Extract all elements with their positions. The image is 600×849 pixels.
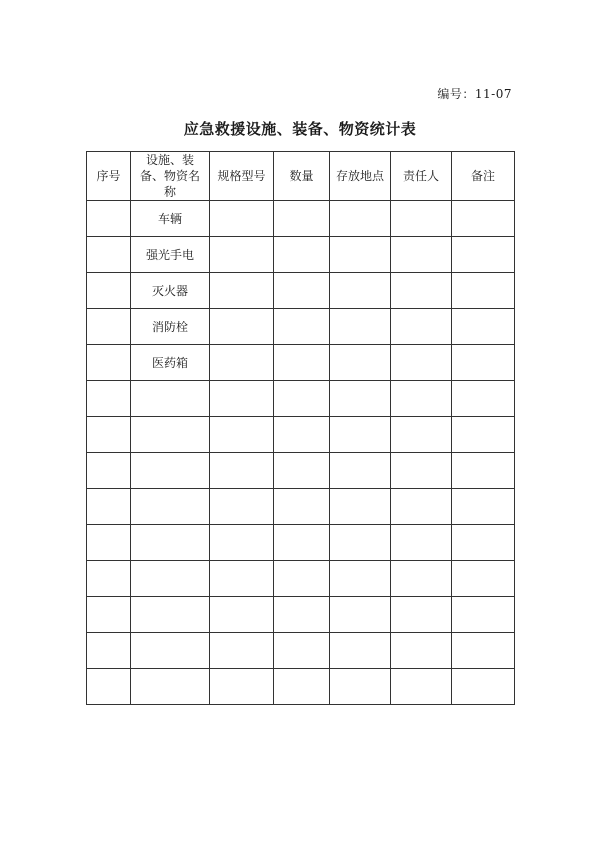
responsible-person-cell[interactable] (391, 453, 452, 489)
quantity-cell[interactable] (274, 489, 330, 525)
responsible-person-cell[interactable] (391, 237, 452, 273)
item-name-cell[interactable] (131, 453, 210, 489)
remarks-cell[interactable] (452, 417, 515, 453)
header-remarks: 备注 (452, 152, 515, 201)
table-row (87, 633, 515, 669)
serial-number-cell[interactable] (87, 273, 131, 309)
item-name-cell[interactable]: 强光手电 (131, 237, 210, 273)
serial-number-cell[interactable] (87, 597, 131, 633)
responsible-person-cell[interactable] (391, 345, 452, 381)
specification-cell[interactable] (210, 453, 274, 489)
specification-cell[interactable] (210, 489, 274, 525)
responsible-person-cell[interactable] (391, 561, 452, 597)
table-row (87, 345, 515, 381)
responsible-person-cell[interactable] (391, 381, 452, 417)
serial-number-cell[interactable] (87, 201, 131, 237)
quantity-cell[interactable] (274, 345, 330, 381)
quantity-cell[interactable] (274, 237, 330, 273)
table-header (87, 152, 515, 201)
remarks-cell[interactable] (452, 633, 515, 669)
table-row (87, 489, 515, 525)
specification-cell[interactable] (210, 561, 274, 597)
serial-number-cell[interactable] (87, 309, 131, 345)
table-row (87, 381, 515, 417)
quantity-cell[interactable] (274, 273, 330, 309)
item-name-cell[interactable] (131, 561, 210, 597)
remarks-cell[interactable] (452, 237, 515, 273)
quantity-cell[interactable] (274, 381, 330, 417)
storage-location-cell[interactable] (330, 417, 391, 453)
table-row (87, 273, 515, 309)
item-name-cell[interactable]: 医药箱 (131, 345, 210, 381)
quantity-cell[interactable] (274, 633, 330, 669)
quantity-cell[interactable] (274, 453, 330, 489)
specification-cell[interactable] (210, 201, 274, 237)
serial-number-cell[interactable] (87, 669, 131, 705)
quantity-cell[interactable] (274, 201, 330, 237)
table-row (87, 525, 515, 561)
item-name-cell[interactable]: 车辆 (131, 201, 210, 237)
storage-location-cell[interactable] (330, 237, 391, 273)
remarks-cell[interactable] (452, 273, 515, 309)
quantity-cell[interactable] (274, 561, 330, 597)
table-row (87, 237, 515, 273)
storage-location-cell[interactable] (330, 201, 391, 237)
serial-number-cell[interactable] (87, 525, 131, 561)
remarks-cell[interactable] (452, 489, 515, 525)
specification-cell[interactable] (210, 345, 274, 381)
document-number: 编号：11-07 (437, 87, 512, 101)
remarks-cell[interactable] (452, 309, 515, 345)
storage-location-cell[interactable] (330, 489, 391, 525)
specification-cell[interactable] (210, 633, 274, 669)
quantity-cell[interactable] (274, 669, 330, 705)
remarks-cell[interactable] (452, 345, 515, 381)
header-item-name-text: 设施、装备、物资名称 (139, 153, 200, 199)
remarks-cell[interactable] (452, 525, 515, 561)
responsible-person-cell[interactable] (391, 417, 452, 453)
serial-number-cell[interactable] (87, 453, 131, 489)
item-name-cell[interactable] (131, 669, 210, 705)
header-storage-location: 存放地点 (330, 152, 391, 201)
quantity-cell[interactable] (274, 309, 330, 345)
serial-number-cell[interactable] (87, 489, 131, 525)
specification-cell[interactable] (210, 669, 274, 705)
remarks-cell[interactable] (452, 381, 515, 417)
inventory-table (86, 151, 515, 705)
table-row (87, 669, 515, 705)
item-name-cell[interactable]: 灭火器 (131, 273, 210, 309)
responsible-person-cell[interactable] (391, 201, 452, 237)
header-responsible-person: 责任人 (391, 152, 452, 201)
item-name-cell[interactable]: 消防栓 (131, 309, 210, 345)
remarks-cell[interactable] (452, 453, 515, 489)
responsible-person-cell[interactable] (391, 633, 452, 669)
header-row (87, 152, 515, 201)
serial-number-cell[interactable] (87, 561, 131, 597)
storage-location-cell[interactable] (330, 633, 391, 669)
remarks-cell[interactable] (452, 669, 515, 705)
responsible-person-cell[interactable] (391, 525, 452, 561)
storage-location-cell[interactable] (330, 309, 391, 345)
item-name-cell[interactable] (131, 597, 210, 633)
table-row (87, 597, 515, 633)
document-title: 应急救援设施、装备、物资统计表 (183, 120, 417, 138)
remarks-cell[interactable] (452, 561, 515, 597)
item-name-cell[interactable] (131, 525, 210, 561)
header-item-name (131, 152, 210, 201)
storage-location-cell[interactable] (330, 597, 391, 633)
specification-cell[interactable] (210, 309, 274, 345)
storage-location-cell[interactable] (330, 453, 391, 489)
item-name-cell[interactable] (131, 381, 210, 417)
storage-location-cell[interactable] (330, 273, 391, 309)
table-body (87, 201, 515, 705)
header-quantity: 数量 (274, 152, 330, 201)
serial-number-cell[interactable] (87, 633, 131, 669)
serial-number-cell[interactable] (87, 345, 131, 381)
header-specification: 规格型号 (210, 152, 274, 201)
responsible-person-cell[interactable] (391, 273, 452, 309)
storage-location-cell[interactable] (330, 669, 391, 705)
responsible-person-cell[interactable] (391, 669, 452, 705)
quantity-cell[interactable] (274, 525, 330, 561)
storage-location-cell[interactable] (330, 381, 391, 417)
specification-cell[interactable] (210, 273, 274, 309)
storage-location-cell[interactable] (330, 525, 391, 561)
table-row (87, 417, 515, 453)
storage-location-cell[interactable] (330, 561, 391, 597)
remarks-cell[interactable] (452, 201, 515, 237)
responsible-person-cell[interactable] (391, 597, 452, 633)
quantity-cell[interactable] (274, 417, 330, 453)
item-name-cell[interactable] (131, 633, 210, 669)
serial-number-cell[interactable] (87, 417, 131, 453)
responsible-person-cell[interactable] (391, 309, 452, 345)
responsible-person-cell[interactable] (391, 489, 452, 525)
specification-cell[interactable] (210, 237, 274, 273)
serial-number-cell[interactable] (87, 237, 131, 273)
table-row (87, 309, 515, 345)
specification-cell[interactable] (210, 525, 274, 561)
specification-cell[interactable] (210, 417, 274, 453)
header-serial-number: 序号 (87, 152, 131, 201)
table-row (87, 201, 515, 237)
specification-cell[interactable] (210, 597, 274, 633)
storage-location-cell[interactable] (330, 345, 391, 381)
remarks-cell[interactable] (452, 597, 515, 633)
table-row (87, 453, 515, 489)
table-row (87, 561, 515, 597)
quantity-cell[interactable] (274, 597, 330, 633)
specification-cell[interactable] (210, 381, 274, 417)
serial-number-cell[interactable] (87, 381, 131, 417)
item-name-cell[interactable] (131, 489, 210, 525)
item-name-cell[interactable] (131, 417, 210, 453)
